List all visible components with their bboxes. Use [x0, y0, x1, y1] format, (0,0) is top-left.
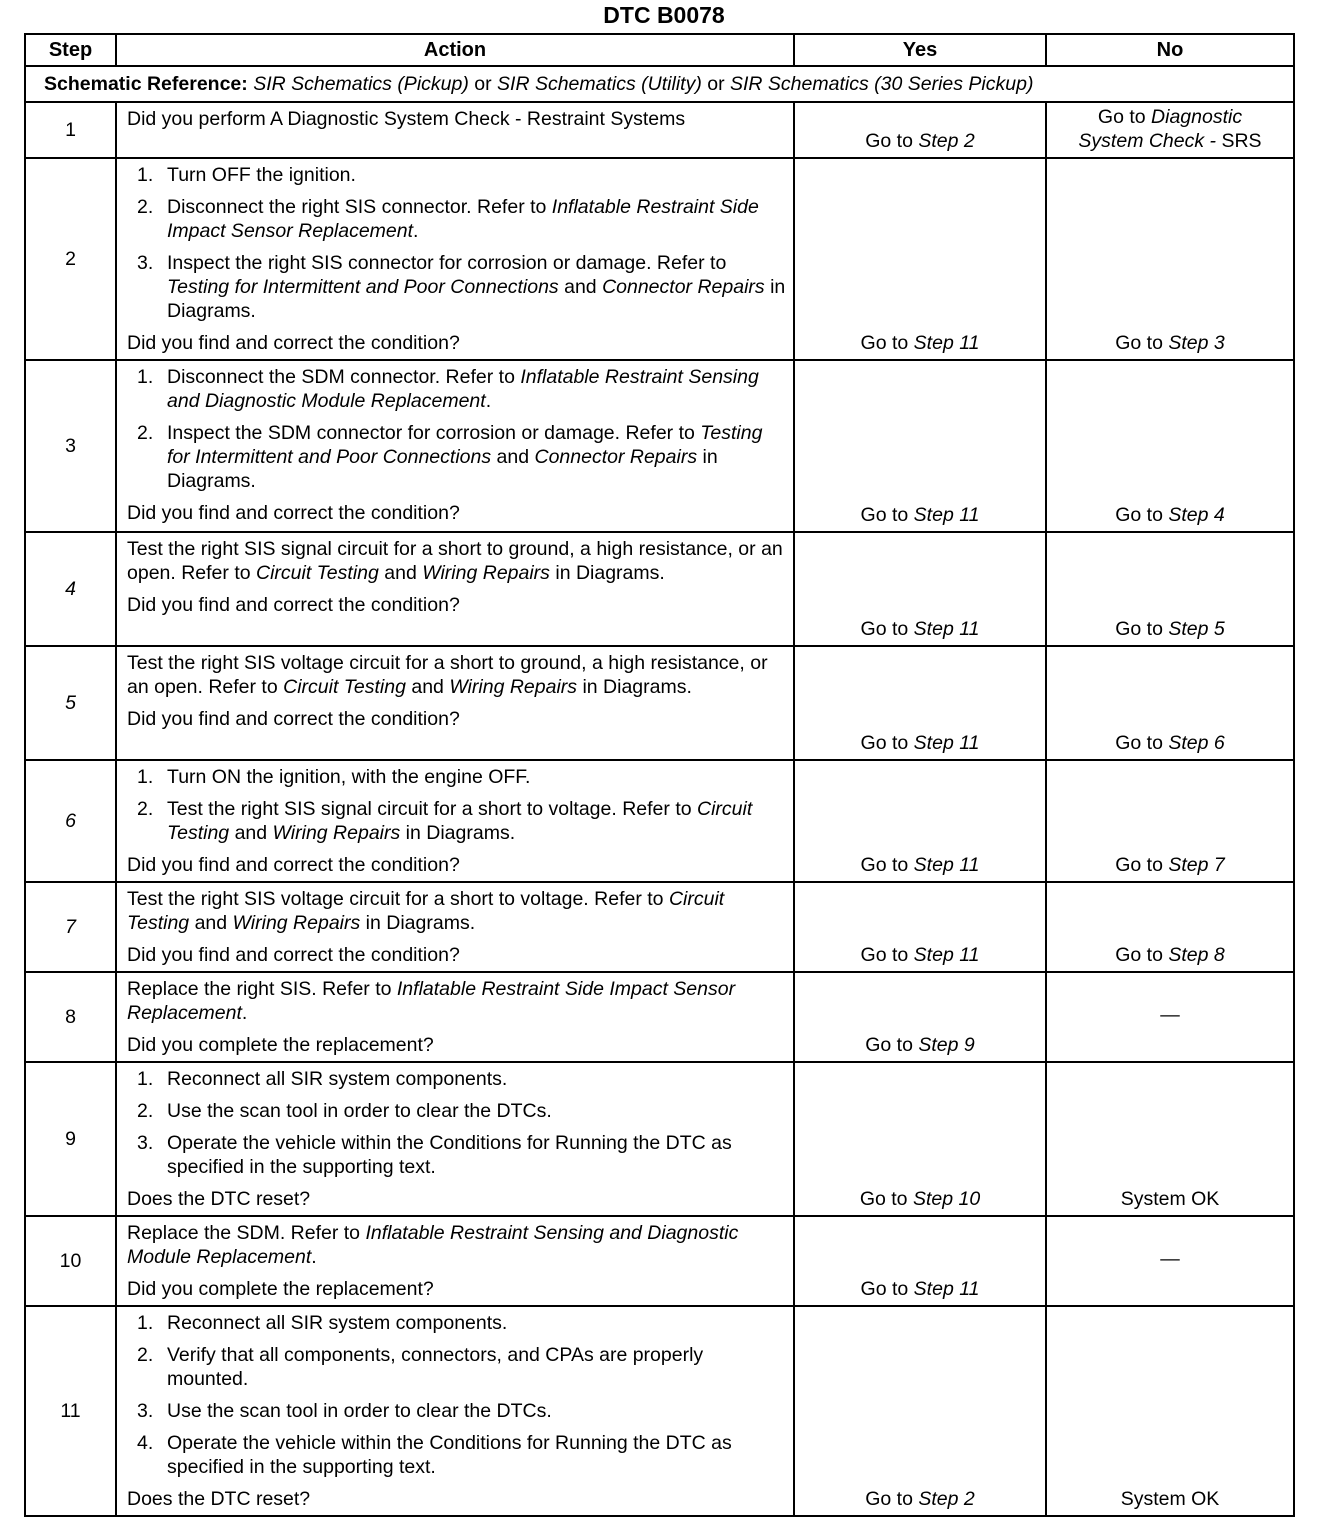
- schematic-link-30-series[interactable]: SIR Schematics (30 Series Pickup): [730, 73, 1034, 95]
- reference-link[interactable]: Inflatable Restraint Sensing and Diagnostic Module Replacement: [167, 366, 759, 412]
- action-question: Did you find and correct the condition?: [127, 594, 460, 616]
- action-question: Did you perform A Diagnostic System Check - Restraint Systems: [127, 108, 686, 130]
- item-text: Verify that all components, connectors, and CPAs are properly mounted.: [167, 1344, 704, 1390]
- step-number: 2: [25, 158, 116, 360]
- step-link[interactable]: Step 11: [913, 732, 980, 754]
- item-number: 2.: [137, 1100, 154, 1122]
- diagnostic-link[interactable]: System Check -: [1078, 130, 1217, 152]
- diagnostic-table: [24, 33, 1295, 1517]
- table-row: [25, 1306, 1294, 1516]
- no-cell[interactable]: [1046, 532, 1294, 646]
- item-text: Replace the right SIS. Refer to: [127, 978, 392, 1000]
- step-link[interactable]: Step 3: [1168, 332, 1225, 354]
- item-text: Test the right SIS signal circuit for a short to ground, a high resistance, or an open. Refer to: [127, 538, 783, 584]
- action-item: [127, 163, 787, 187]
- action-item: [127, 1067, 787, 1091]
- step-link[interactable]: Step 2: [918, 1488, 975, 1510]
- item-text: Reconnect all SIR system components.: [167, 1068, 508, 1090]
- step-link[interactable]: Step 11: [913, 854, 980, 876]
- action-cell: [116, 1062, 794, 1216]
- step-link[interactable]: Step 5: [1168, 618, 1225, 640]
- action-item: [127, 797, 787, 845]
- action-item: [127, 195, 787, 243]
- action-item: [127, 1131, 787, 1179]
- table-row: [25, 882, 1294, 972]
- page-title: DTC B0078: [603, 2, 725, 28]
- step-link[interactable]: Step 11: [913, 944, 980, 966]
- srs-text: SRS: [1221, 130, 1262, 152]
- item-number: 3.: [137, 1132, 154, 1154]
- reference-link[interactable]: Circuit Testing: [256, 562, 379, 584]
- reference-link[interactable]: Wiring Repairs: [422, 562, 550, 584]
- item-number: 2.: [137, 798, 154, 820]
- action-item: [127, 1343, 787, 1391]
- item-text: Use the scan tool in order to clear the DTCs.: [167, 1100, 552, 1122]
- yes-cell[interactable]: [794, 532, 1046, 646]
- goto-text: Go to: [860, 332, 909, 354]
- header-action: Action: [116, 34, 794, 66]
- goto-text: Go to: [1115, 618, 1163, 640]
- reference-link[interactable]: Testing for Intermittent and Poor Connections: [167, 276, 559, 298]
- action-cell: [116, 882, 794, 972]
- step-link[interactable]: Step 6: [1168, 732, 1225, 754]
- no-cell[interactable]: [1046, 102, 1294, 158]
- step-link[interactable]: Step 2: [918, 130, 975, 152]
- no-cell[interactable]: [1046, 360, 1294, 532]
- goto-text: Go to: [860, 732, 909, 754]
- no-cell: —: [1046, 972, 1294, 1062]
- no-cell[interactable]: [1046, 882, 1294, 972]
- no-cell: —: [1046, 1216, 1294, 1306]
- schematic-link-pickup[interactable]: SIR Schematics (Pickup): [253, 73, 469, 95]
- header-yes: Yes: [794, 34, 1046, 66]
- item-number: 1.: [137, 1312, 154, 1334]
- yes-cell[interactable]: [794, 646, 1046, 760]
- schematic-reference: [25, 66, 1294, 102]
- action-item: [127, 765, 787, 789]
- reference-link[interactable]: Wiring Repairs: [449, 676, 578, 698]
- action-text: [127, 887, 787, 935]
- item-number: 2.: [137, 422, 154, 444]
- item-number: 2.: [137, 196, 154, 218]
- goto-text: Go to: [860, 854, 909, 876]
- step-number: 1: [25, 102, 116, 158]
- item-number: 3.: [137, 1400, 154, 1422]
- item-number: 4.: [137, 1432, 154, 1454]
- goto-text: Go to: [865, 130, 913, 152]
- action-item: [127, 251, 787, 323]
- reference-link[interactable]: Circuit Testing: [127, 888, 725, 934]
- step-link[interactable]: Step 4: [1168, 504, 1225, 526]
- punct: .: [413, 220, 419, 242]
- item-text: Turn OFF the ignition.: [167, 164, 356, 186]
- reference-link[interactable]: Inflatable Restraint Side Impact Sensor Replacement: [167, 196, 759, 242]
- reference-link[interactable]: Connector Repairs: [602, 276, 765, 298]
- action-text: [127, 537, 787, 585]
- step-link[interactable]: Step 11: [913, 1278, 980, 1300]
- reference-link[interactable]: Connector Repairs: [534, 446, 698, 468]
- reference-link[interactable]: Circuit Testing: [167, 798, 753, 844]
- step-link[interactable]: Step 11: [913, 332, 980, 354]
- step-link[interactable]: Step 11: [913, 618, 980, 640]
- goto-text: Go to: [1115, 732, 1163, 754]
- diagnostic-link[interactable]: Diagnostic: [1151, 106, 1243, 128]
- action-cell: [116, 760, 794, 882]
- item-text: Test the right SIS voltage circuit for a short to voltage. Refer to: [127, 888, 664, 910]
- goto-text: Go to: [1115, 504, 1163, 526]
- item-text: and: [234, 822, 268, 844]
- step-number: 7: [25, 882, 116, 972]
- yes-cell[interactable]: [794, 882, 1046, 972]
- yes-cell[interactable]: [794, 102, 1046, 158]
- step-number: 11: [25, 1306, 116, 1516]
- action-question: Does the DTC reset?: [127, 1488, 311, 1510]
- action-question: Did you find and correct the condition?: [127, 708, 460, 730]
- yes-cell[interactable]: [794, 158, 1046, 360]
- item-text: and: [194, 912, 228, 934]
- item-number: 3.: [137, 252, 154, 274]
- yes-cell[interactable]: [794, 760, 1046, 882]
- table-row: [25, 532, 1294, 646]
- step-number: 4: [25, 532, 116, 646]
- goto-text: Go to: [1115, 854, 1163, 876]
- goto-text: Go to: [860, 1278, 909, 1300]
- yes-cell[interactable]: [794, 1062, 1046, 1216]
- item-text: and: [496, 446, 530, 468]
- punct: .: [311, 1246, 317, 1268]
- action-question: Did you complete the replacement?: [127, 1278, 434, 1300]
- step-link[interactable]: Step 9: [918, 1034, 975, 1056]
- item-text: Test the right SIS signal circuit for a short to voltage. Refer to: [167, 798, 692, 820]
- goto-text: Go to: [865, 1034, 913, 1056]
- action-text: [127, 1221, 787, 1269]
- schematic-link-utility[interactable]: SIR Schematics (Utility): [497, 73, 702, 95]
- action-item: [127, 1431, 787, 1479]
- reference-link[interactable]: Testing for Intermittent and Poor Connections: [167, 422, 763, 468]
- item-text: Operate the vehicle within the Conditions for Running the DTC as specified in the supporting text.: [167, 1432, 732, 1478]
- action-question: Did you find and correct the condition?: [127, 502, 460, 524]
- reference-link[interactable]: Inflatable Restraint Sensing and Diagnostic Module Replacement: [127, 1222, 739, 1268]
- goto-text: Go to: [859, 1188, 908, 1210]
- yes-cell[interactable]: [794, 1306, 1046, 1516]
- no-cell[interactable]: [1046, 646, 1294, 760]
- goto-text: Go to: [860, 944, 909, 966]
- action-cell: [116, 646, 794, 760]
- item-number: 1.: [137, 1068, 154, 1090]
- step-link[interactable]: Step 10: [912, 1188, 981, 1210]
- goto-text: Go to: [860, 618, 909, 640]
- item-number: 1.: [137, 164, 154, 186]
- action-cell: [116, 1216, 794, 1306]
- table-row: [25, 646, 1294, 760]
- or-text: or: [474, 73, 492, 95]
- action-cell: [116, 532, 794, 646]
- item-text: and: [411, 676, 444, 698]
- header-step: Step: [25, 34, 116, 66]
- punct: .: [485, 390, 492, 412]
- item-text: Reconnect all SIR system components.: [167, 1312, 508, 1334]
- item-text: and: [564, 276, 597, 298]
- step-link[interactable]: Step 11: [913, 504, 980, 526]
- item-text: in Diagrams.: [167, 446, 718, 492]
- item-number: 1.: [137, 766, 154, 788]
- header-no: No: [1046, 34, 1294, 66]
- no-cell: System OK: [1046, 1062, 1294, 1216]
- action-question: Did you find and correct the condition?: [127, 332, 460, 354]
- goto-text: Go to: [1115, 332, 1163, 354]
- action-question: Does the DTC reset?: [127, 1188, 311, 1210]
- action-item: [127, 421, 787, 493]
- schematic-label: Schematic Reference:: [44, 73, 248, 95]
- item-text: Disconnect the right SIS connector. Refer to: [167, 196, 547, 218]
- action-item: [127, 1399, 787, 1423]
- action-cell: [116, 360, 794, 532]
- item-text: Replace the SDM. Refer to: [127, 1222, 361, 1244]
- table-row: [25, 360, 1294, 532]
- item-text: in Diagrams.: [555, 562, 665, 584]
- step-number: 3: [25, 360, 116, 532]
- no-cell: System OK: [1046, 1306, 1294, 1516]
- action-question: Did you complete the replacement?: [127, 1034, 434, 1056]
- table-row: [25, 972, 1294, 1062]
- action-cell: [116, 1306, 794, 1516]
- table-row: [25, 158, 1294, 360]
- action-text: [127, 651, 787, 699]
- yes-cell[interactable]: [794, 972, 1046, 1062]
- item-text: Use the scan tool in order to clear the DTCs.: [167, 1400, 552, 1422]
- action-cell: [116, 158, 794, 360]
- step-number: 6: [25, 760, 116, 882]
- reference-link[interactable]: Circuit Testing: [283, 676, 406, 698]
- reference-link[interactable]: Wiring Repairs: [272, 822, 401, 844]
- item-text: and: [384, 562, 417, 584]
- no-cell[interactable]: [1046, 760, 1294, 882]
- action-item: [127, 1099, 787, 1123]
- action-question: Did you find and correct the condition?: [127, 944, 460, 966]
- table-row: [25, 102, 1294, 158]
- punct: .: [241, 1002, 248, 1024]
- action-cell: [116, 972, 794, 1062]
- item-number: 1.: [137, 366, 154, 388]
- step-number: 9: [25, 1062, 116, 1216]
- item-text: Disconnect the SDM connector. Refer to: [167, 366, 515, 388]
- action-question: Did you find and correct the condition?: [127, 854, 460, 876]
- item-text: in Diagrams.: [405, 822, 516, 844]
- item-text: Inspect the right SIS connector for corrosion or damage. Refer to: [167, 252, 727, 274]
- action-item: [127, 1311, 787, 1335]
- goto-text: Go to: [860, 504, 909, 526]
- action-text: [127, 977, 787, 1025]
- goto-text: Go to: [865, 1488, 913, 1510]
- table-row: [25, 760, 1294, 882]
- reference-link[interactable]: Inflatable Restraint Side Impact Sensor Replacement: [127, 978, 736, 1024]
- step-link[interactable]: Step 7: [1168, 854, 1225, 876]
- goto-text: Go to: [1115, 944, 1163, 966]
- item-text: Turn ON the ignition, with the engine OFF.: [167, 766, 531, 788]
- item-text: in Diagrams.: [167, 276, 786, 322]
- item-text: Test the right SIS voltage circuit for a short to ground, a high resistance, or an open. Refer to: [127, 652, 768, 698]
- or-text: or: [707, 73, 725, 95]
- yes-cell[interactable]: [794, 360, 1046, 532]
- step-number: 8: [25, 972, 116, 1062]
- item-text: in Diagrams.: [365, 912, 476, 934]
- no-cell[interactable]: [1046, 158, 1294, 360]
- yes-cell[interactable]: [794, 1216, 1046, 1306]
- item-text: Operate the vehicle within the Conditions for Running the DTC as specified in the supporting text.: [167, 1132, 732, 1178]
- action-cell: [116, 102, 794, 158]
- item-text: Inspect the SDM connector for corrosion or damage. Refer to: [167, 422, 695, 444]
- step-link[interactable]: Step 8: [1168, 944, 1225, 966]
- schematic-reference-row: [25, 66, 1294, 102]
- step-number: 5: [25, 646, 116, 760]
- table-row: [25, 1216, 1294, 1306]
- action-item: [127, 365, 787, 413]
- item-text: in Diagrams.: [582, 676, 692, 698]
- reference-link[interactable]: Wiring Repairs: [232, 912, 361, 934]
- item-number: 2.: [137, 1344, 154, 1366]
- header-row: [25, 34, 1294, 66]
- goto-text: Go to: [1097, 106, 1146, 128]
- step-number: 10: [25, 1216, 116, 1306]
- table-row: [25, 1062, 1294, 1216]
